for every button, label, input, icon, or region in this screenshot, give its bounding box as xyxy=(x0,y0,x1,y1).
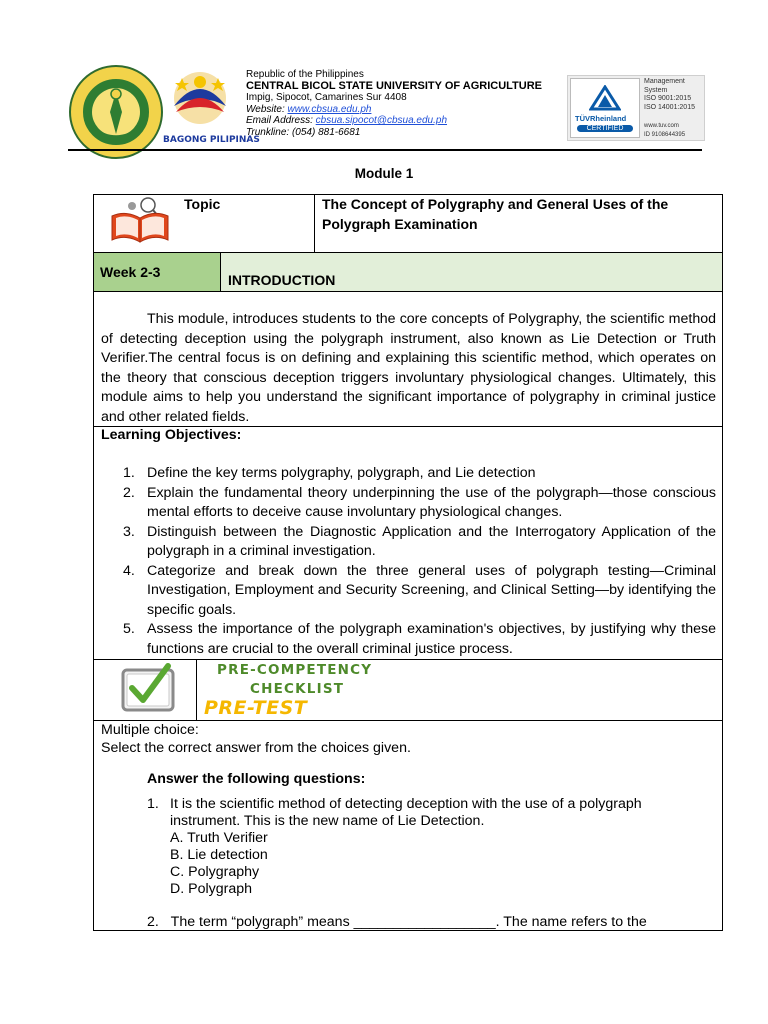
objective-text: Categorize and break down the three general uses of polygraph testing—Criminal Investigation, Employment and Security Screening, and Clinical Setting—by identifying the specific goals. xyxy=(147,562,716,618)
checkbox-check-icon xyxy=(118,662,178,714)
website-label: Website: xyxy=(246,103,288,115)
tuv-logo-box xyxy=(570,78,640,138)
option-b: B. Lie detection xyxy=(170,847,268,863)
cert-iso2: ISO 14001:2015 xyxy=(644,103,695,111)
question-2 xyxy=(147,914,647,930)
tuv-certified: CERTIFIED xyxy=(577,125,633,132)
list-item xyxy=(101,620,716,659)
cert-url: www.tuv.com xyxy=(644,123,679,129)
question-1 xyxy=(147,796,707,830)
question-text: It is the scientific method of detecting deception with the use of a polygraph instrument. This is the new name of Lie Detection. xyxy=(170,796,642,829)
tuv-name: TÜVRheinland xyxy=(575,114,627,123)
open-book-icon xyxy=(108,196,172,246)
tuv-cert-badge xyxy=(567,75,705,141)
objective-number: 3. xyxy=(123,523,135,540)
question-number: 1. xyxy=(147,796,159,812)
question-number: 2. xyxy=(147,914,159,930)
objective-text: Assess the importance of the polygraph examination's objectives, by justifying why these functions are crucial to the overall criminal justice process. xyxy=(147,621,716,657)
learning-objectives-title: Learning Objectives: xyxy=(101,427,242,443)
question-1-options xyxy=(170,830,268,898)
website-link[interactable]: www.cbsua.edu.ph xyxy=(287,103,372,115)
introduction-paragraph: This module, introduces students to the core concepts of Polygraphy, the scientific method of detecting deception using the polygraph instrument, also known as Lie Detection or Truth Verifier.The central focus is on defining and explaining this scientific method, which operates on the theory that conscious deception triggers involuntary physiological changes. Ultimately, this module aims to help you understand the significant importance of polygraphy in criminal justice and other related fields. xyxy=(101,311,716,425)
tuv-triangle-icon xyxy=(589,85,621,111)
cert-id: ID 9108644395 xyxy=(644,131,686,138)
week-label: Week 2-3 xyxy=(100,264,161,280)
list-item xyxy=(101,464,716,484)
email-label: Email Address: xyxy=(246,115,316,126)
learning-objectives-list xyxy=(101,464,716,659)
trunkline-line: Trunkline: (054) 881-6681 xyxy=(246,126,361,138)
cert-details xyxy=(644,78,695,139)
cert-ms1: Management xyxy=(644,78,685,85)
table-rule xyxy=(314,194,315,252)
objective-text: Distinguish between the Diagnostic Application and the Interrogatory Application of the polygraph in a criminal investigation. xyxy=(147,523,716,559)
objective-text: Define the key terms polygraphy, polygraph, and Lie detection xyxy=(147,465,536,481)
objective-number: 5. xyxy=(123,621,135,637)
module-title: Module 1 xyxy=(354,166,414,181)
email-link[interactable]: cbsua.sipocot@cbsua.edu.ph xyxy=(315,115,448,126)
objective-text: Explain the fundamental theory underpinning the use of the polygraph—those conscious mental efforts to deceive cause involuntary physiological changes. xyxy=(147,484,716,520)
option-c: C. Polygraphy xyxy=(170,864,260,880)
objective-number: 2. xyxy=(123,484,135,501)
objective-number: 4. xyxy=(123,562,135,579)
mc-line-2: Select the correct answer from the choices given. xyxy=(101,740,411,756)
university-name: CENTRAL BICOL STATE UNIVERSITY OF AGRICULTURE xyxy=(246,79,542,92)
republic-line: Republic of the Philippines xyxy=(246,69,364,80)
table-rule xyxy=(93,291,723,292)
topic-title: The Concept of Polygraphy and General Uses of the Polygraph Examination xyxy=(322,196,669,232)
address-line: Impig, Sipocot, Camarines Sur 4408 xyxy=(246,92,407,103)
multiple-choice-instructions xyxy=(101,721,411,757)
cert-ms2: System xyxy=(644,86,668,94)
list-item xyxy=(101,562,716,621)
bagong-pilipinas-logo xyxy=(160,62,240,134)
header-divider xyxy=(68,149,702,151)
header-text xyxy=(246,69,542,138)
cert-iso1: ISO 9001:2015 xyxy=(644,95,692,102)
pretest-heading: PRE-TEST xyxy=(204,697,308,719)
topic-label: Topic xyxy=(184,196,221,212)
mc-line-1: Multiple choice: xyxy=(101,722,199,738)
table-rule xyxy=(196,659,197,720)
precompetency-heading: PRE-COMPETENCY xyxy=(217,662,373,678)
list-item xyxy=(101,484,716,523)
option-d: D. Polygraph xyxy=(170,881,253,897)
cbsua-seal-logo xyxy=(68,64,164,160)
website-line xyxy=(246,104,542,116)
answer-heading: Answer the following questions: xyxy=(147,771,366,787)
question-text: The term “polygraph” means __________________. The name refers to the xyxy=(170,914,647,930)
table-rule xyxy=(93,659,723,660)
email-line xyxy=(246,115,542,127)
introduction-heading: INTRODUCTION xyxy=(228,272,336,288)
objective-number: 1. xyxy=(123,465,135,481)
checklist-heading: CHECKLIST xyxy=(250,681,345,697)
bagong-pilipinas-label: BAGONG PILIPINAS xyxy=(163,135,260,145)
option-a: A. Truth Verifier xyxy=(170,830,268,846)
list-item xyxy=(101,523,716,562)
